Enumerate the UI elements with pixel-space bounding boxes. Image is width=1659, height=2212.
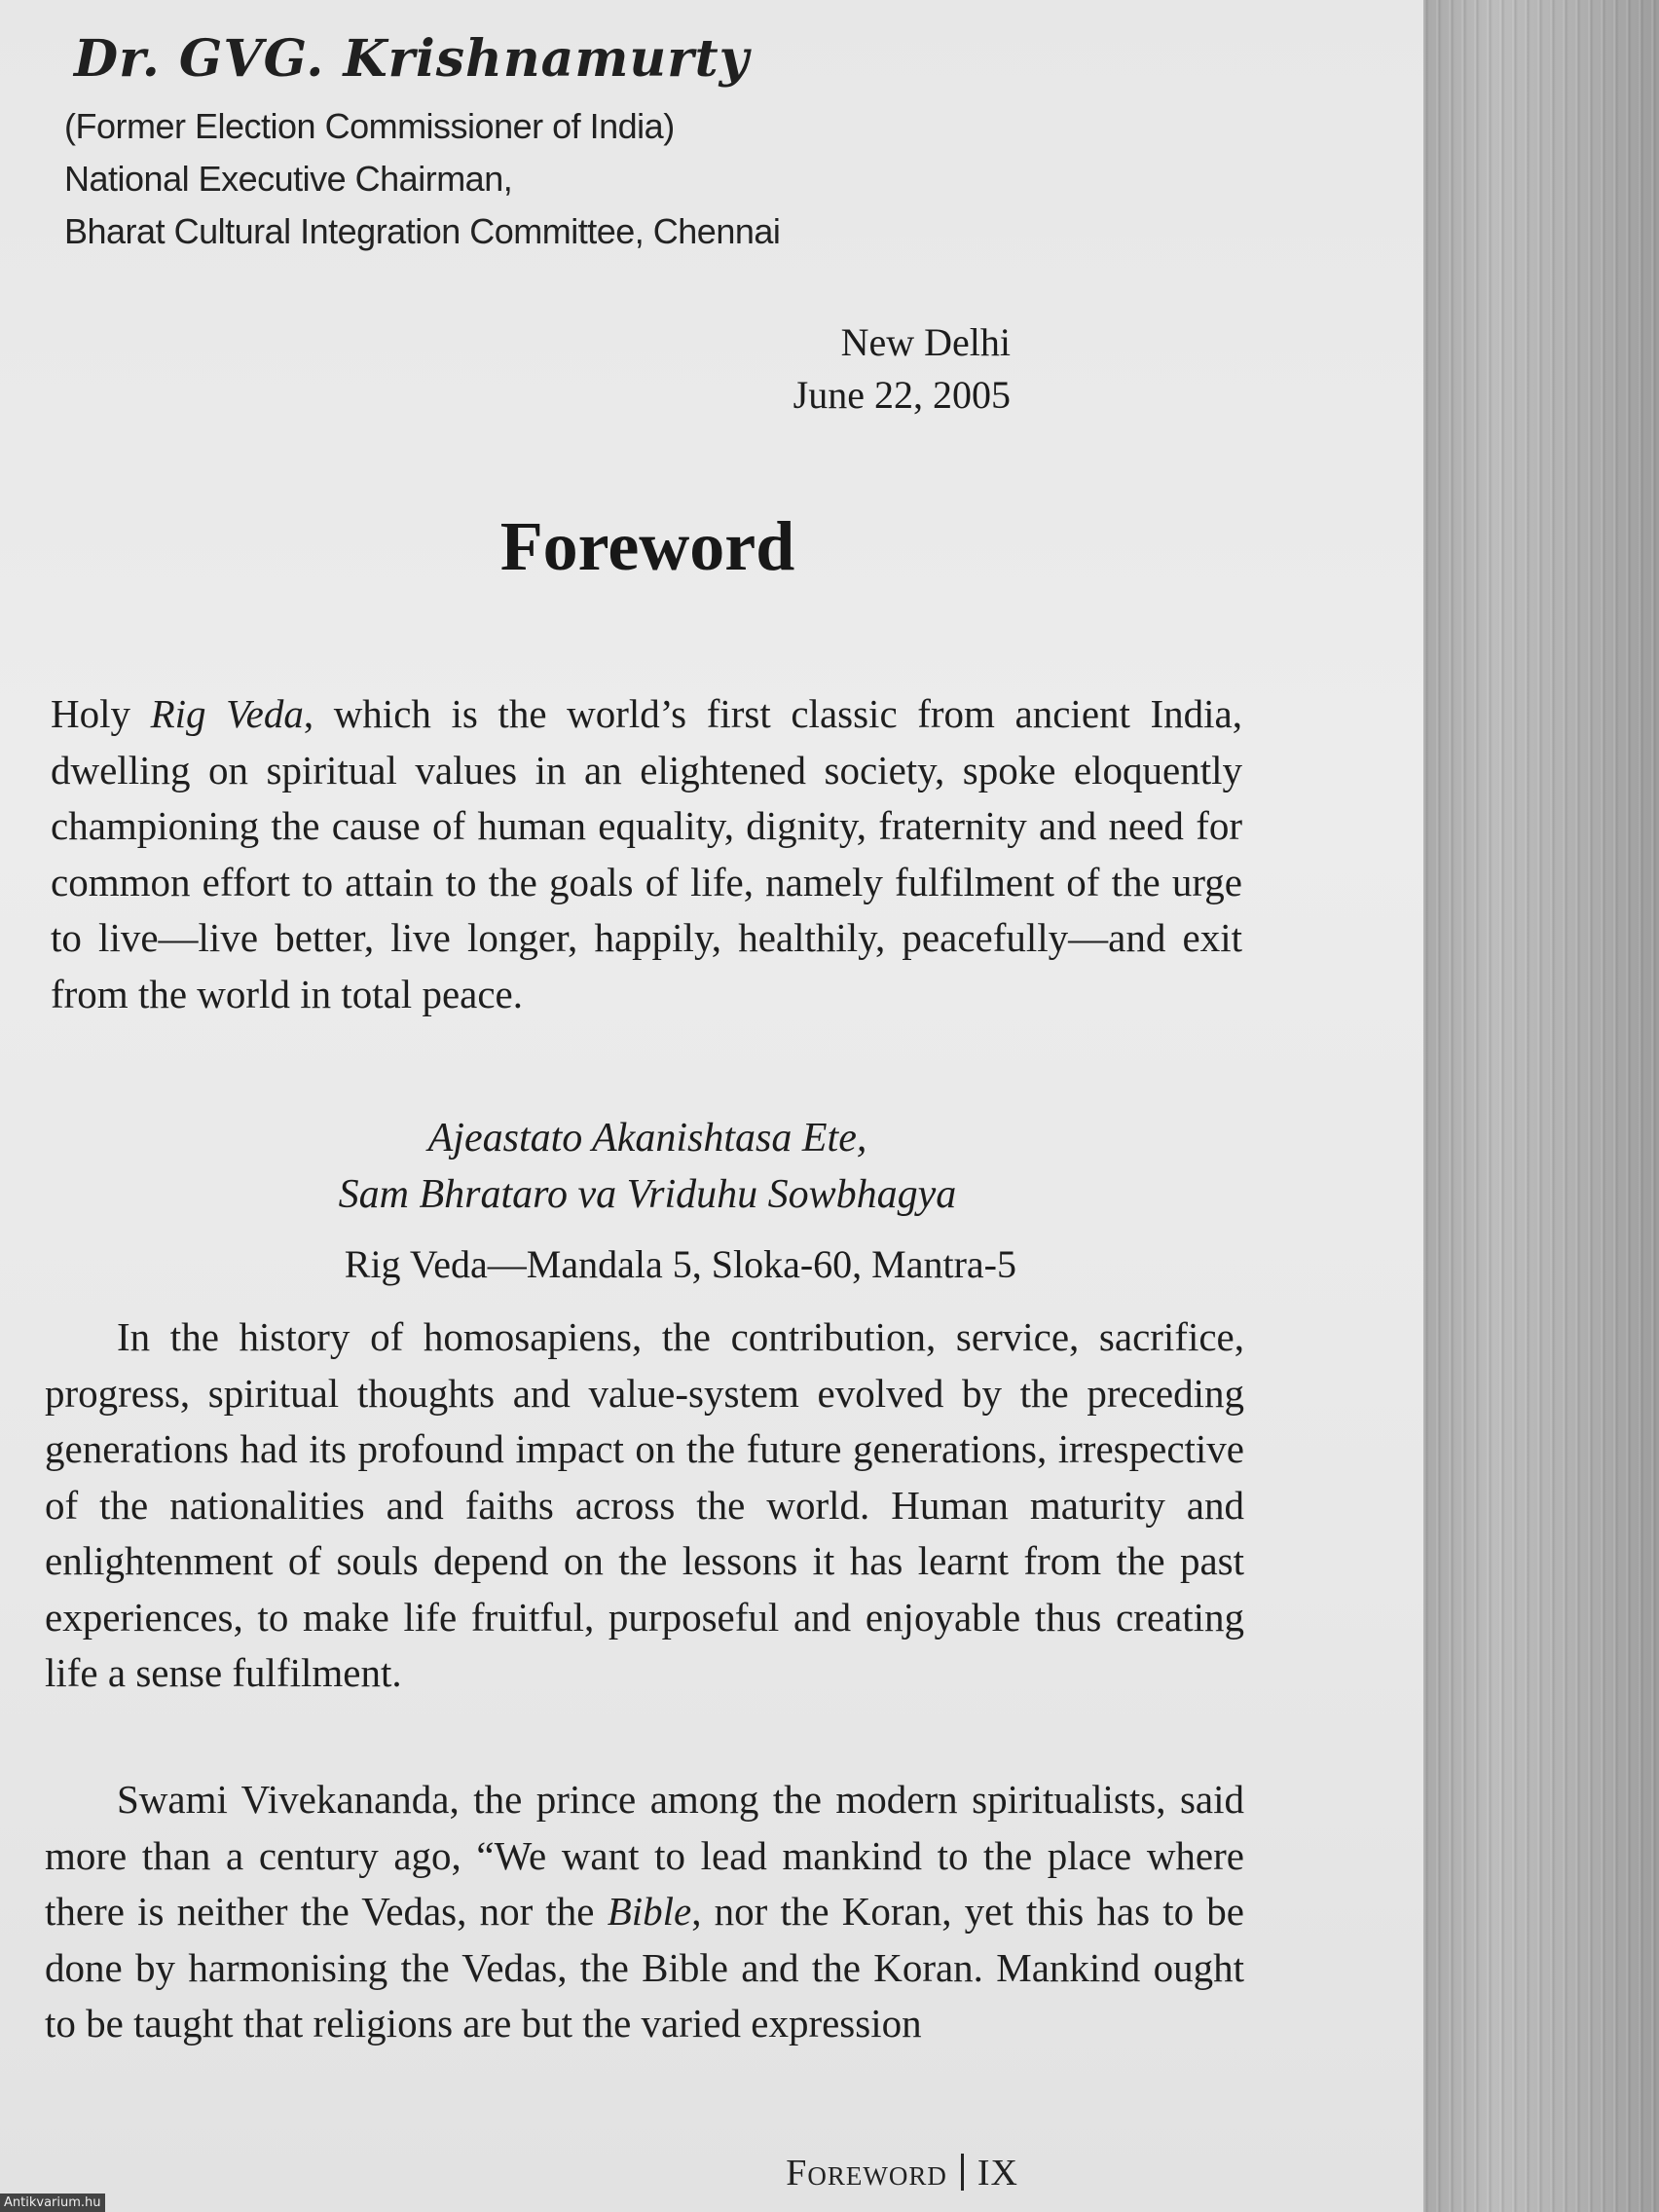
page-footer	[786, 2152, 1018, 2194]
paragraph-3-lead: Swami Vivekananda, the prince among the modern spiritualists, said more than a century ago, “We want to lead mankind to the place where there is neither the Vedas, nor the	[45, 1777, 1244, 1934]
place-date	[793, 316, 1011, 422]
paragraph-3	[45, 1772, 1244, 2052]
author-credential-line: National Executive Chairman,	[64, 159, 513, 199]
verse-citation: Rig Veda—Mandala 5, Sloka-60, Mantra-5	[344, 1242, 1016, 1286]
date: June 22, 2005	[793, 373, 1011, 417]
author-name: Dr. GVG. Krishnamurty	[74, 29, 750, 89]
wooden-background	[1423, 0, 1659, 2212]
paragraph-3-italic: Bible	[607, 1889, 692, 1934]
page-title: Foreword	[499, 507, 795, 585]
page-number: IX	[977, 2153, 1018, 2194]
paragraph-1-lead: Holy	[51, 691, 151, 736]
paragraph-1-italic: Rig Veda	[150, 691, 304, 736]
paragraph-3-rest: , nor the Koran, yet this has to be done by harmonising the Vedas, the Bible and the Koran. Mankind ought to be taught that religions are but the varied expression	[45, 1889, 1244, 2046]
author-credential-line: (Former Election Commissioner of India)	[64, 106, 675, 146]
watermark: Antikvarium.hu	[0, 2194, 105, 2212]
paragraph-1-rest: , which is the world’s first classic from ancient India, dwelling on spiritual values in an elightened society, spoke eloquently championing the cause of human equality, dignity, fraternity and need for common effort to attain to the goals of life, namely fulfilment of the urge to live—live better, live longer, happily, healthily, peacefully—and exit from the world in total peace.	[51, 691, 1243, 1016]
footer-separator	[961, 2154, 964, 2191]
author-credential-line: Bharat Cultural Integration Committee, Chennai	[64, 211, 781, 251]
verse-line-1: Ajeastato Akanishtasa Ete,	[427, 1116, 867, 1161]
verse-line-2: Sam Bhrataro va Vriduhu Sowbhagya	[338, 1172, 957, 1217]
author-block	[64, 29, 780, 258]
place: New Delhi	[840, 320, 1011, 364]
verse	[0, 1110, 1295, 1223]
paragraph-2: In the history of homosapiens, the contribution, service, sacrifice, progress, spiritual thoughts and value-system evolved by the preceding generations had its profound impact on the future generations, irrespective of the nationalities and faiths across the world. Human maturity and enlightenment of souls depend on the lessons it has learnt from the past experiences, to make life fruitful, purposeful and enjoyable thus creating life a sense fulfilment.	[45, 1314, 1244, 1695]
footer-section: Foreword	[786, 2153, 947, 2194]
paragraph-1	[51, 686, 1242, 1022]
